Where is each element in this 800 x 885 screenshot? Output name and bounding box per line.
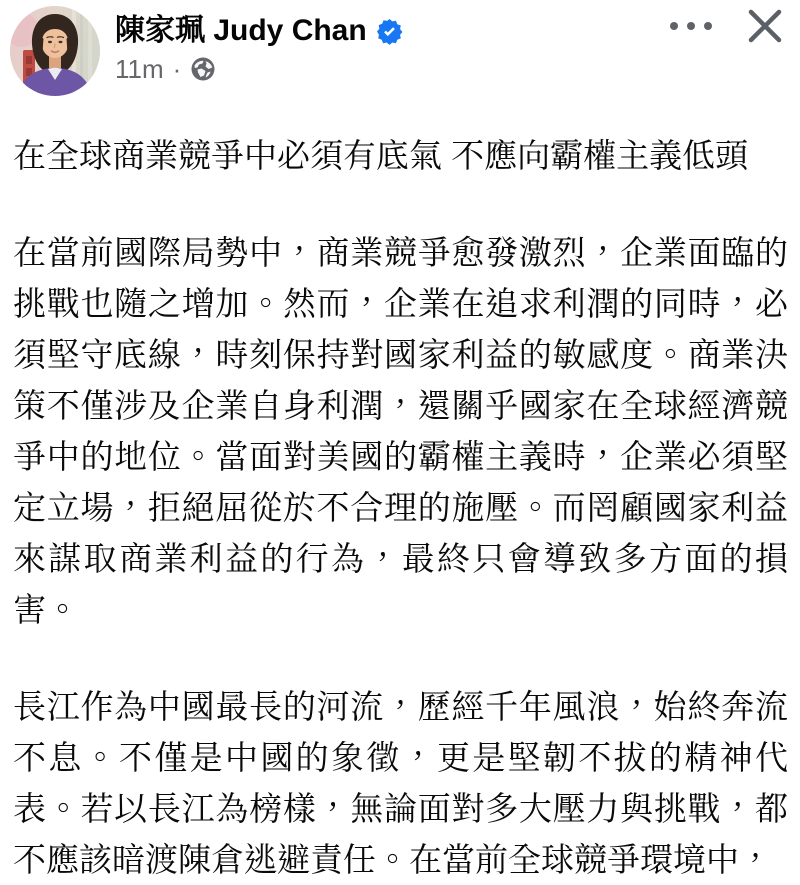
more-options-button[interactable]	[670, 22, 712, 30]
post-content	[0, 130, 800, 885]
author-name[interactable]: 陳家珮 Judy Chan	[115, 14, 367, 47]
globe-public-icon	[190, 56, 216, 82]
header-actions	[670, 0, 786, 52]
meta-separator: ·	[172, 54, 182, 84]
header-info	[115, 6, 403, 83]
verified-badge-icon	[376, 18, 403, 45]
avatar-photo	[10, 6, 100, 96]
timestamp[interactable]: 11m	[115, 54, 164, 84]
post-header	[0, 0, 800, 96]
post-paragraph-2: 長江作為中國最長的河流，歷經千年風浪，始終奔流不息。不僅是中國的象徵，更是堅韌不拔的精神代表。若以長江為榜樣，無論面對多大壓力與挑戰，都不應該暗渡陳倉逃避責任。在當前全球競爭環境中，	[13, 688, 788, 878]
author-name-row[interactable]	[115, 14, 403, 48]
close-icon	[744, 5, 786, 47]
close-button[interactable]	[744, 5, 786, 47]
post-paragraph-1: 在當前國際局勢中，商業競爭愈發激烈，企業面臨的挑戰也隨之增加。然而，企業在追求利潤的同時，必須堅守底線，時刻保持對國家利益的敏感度。商業決策不僅涉及企業自身利潤，還關乎國家在全球經濟競爭中的地位。當面對美國的霸權主義時，企業必須堅定立場，拒絕屈從於不合理的施壓。而罔顧國家利益來謀取商業利益的行為，最終只會導致多方面的損害。	[13, 234, 788, 628]
avatar[interactable]	[10, 6, 100, 96]
more-options-icon	[670, 22, 712, 30]
post-title: 在全球商業競爭中必須有底氣 不應向霸權主義低頭	[13, 137, 749, 174]
post-meta	[115, 55, 403, 83]
